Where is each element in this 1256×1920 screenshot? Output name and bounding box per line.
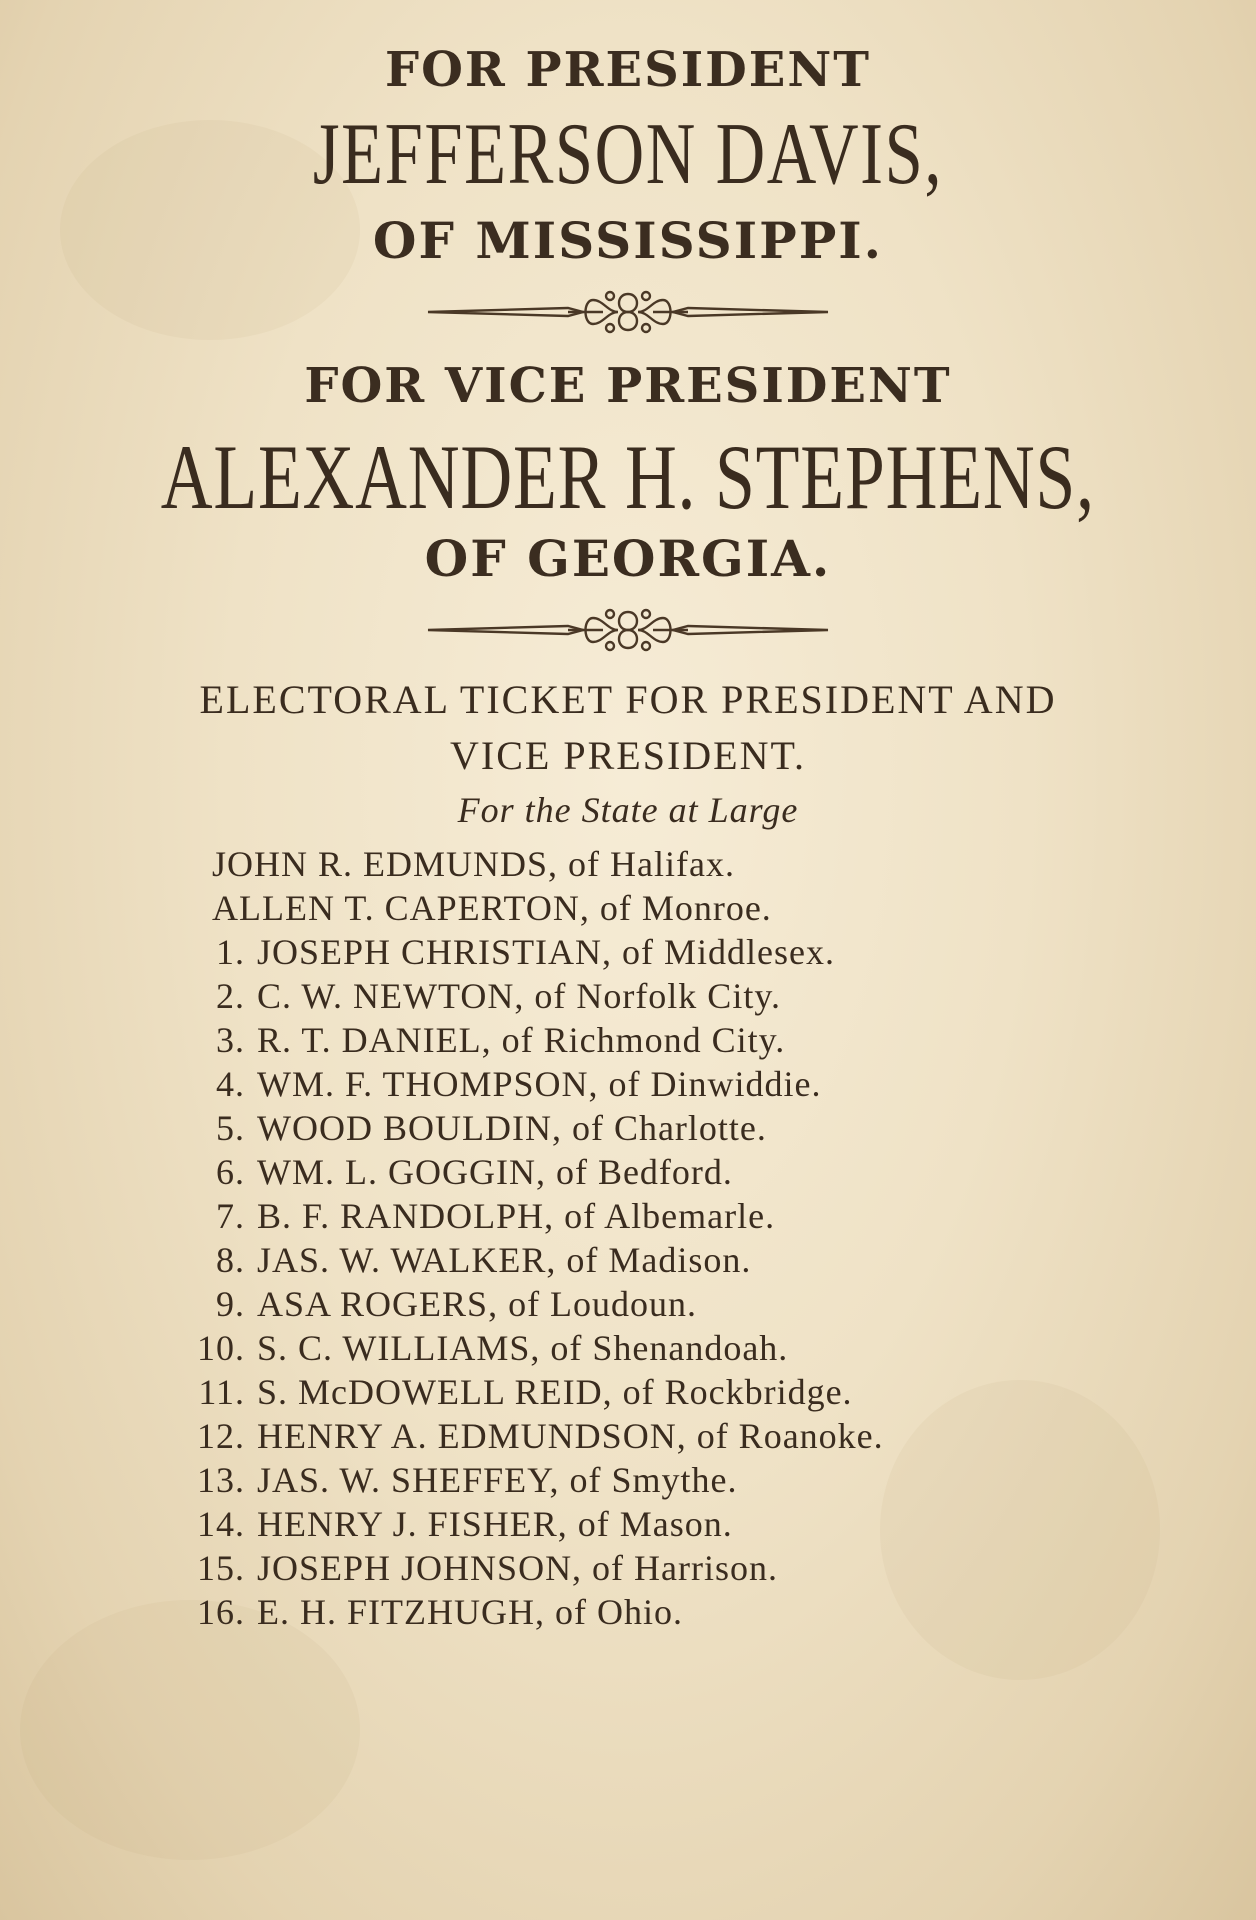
elector-name: B. F. RANDOLPH, of Albemarle.	[257, 1196, 776, 1236]
elector-number: 11.	[198, 1372, 245, 1412]
elector-number: 13.	[197, 1460, 245, 1500]
list-item	[160, 1590, 1160, 1634]
elector-number: 5.	[216, 1108, 245, 1148]
list-item	[160, 1018, 1160, 1062]
divider-flourish	[0, 604, 1256, 661]
list-item	[160, 1326, 1160, 1370]
elector-number: 15.	[197, 1548, 245, 1588]
elector-number: 6.	[216, 1152, 245, 1192]
list-item	[160, 1194, 1160, 1238]
elector-number: 12.	[197, 1416, 245, 1456]
elector-number: 4.	[216, 1064, 245, 1104]
elector-name: JAS. W. SHEFFEY, of Smythe.	[257, 1460, 738, 1500]
president-name: JEFFERSON DAVIS,	[312, 106, 944, 203]
list-item	[160, 1414, 1160, 1458]
elector-name: JAS. W. WALKER, of Madison.	[257, 1240, 752, 1280]
elector-name: E. H. FITZHUGH, of Ohio.	[257, 1592, 683, 1632]
elector-number: 16.	[197, 1592, 245, 1632]
elector-name: HENRY A. EDMUNDSON, of Roanoke.	[257, 1416, 884, 1456]
president-label: FOR PRESIDENT	[385, 42, 871, 98]
elector-number: 8.	[216, 1240, 245, 1280]
divider-flourish	[0, 286, 1256, 343]
vice-president-name-wrap	[0, 420, 1256, 534]
elector-name: C. W. NEWTON, of Norfolk City.	[257, 976, 781, 1016]
president-state: OF MISSISSIPPI.	[372, 211, 884, 270]
elector-name: S. C. WILLIAMS, of Shenandoah.	[257, 1328, 789, 1368]
elector-number: 1.	[216, 932, 245, 972]
elector-name: R. T. DANIEL, of Richmond City.	[257, 1020, 786, 1060]
elector-name: HENRY J. FISHER, of Mason.	[257, 1504, 733, 1544]
list-item	[160, 1238, 1160, 1282]
elector-name: WOOD BOULDIN, of Charlotte.	[257, 1108, 767, 1148]
elector-name: S. McDOWELL REID, of Rockbridge.	[257, 1372, 853, 1412]
ticket-title-line1: ELECTORAL TICKET FOR PRESIDENT AND	[199, 677, 1057, 722]
list-item	[160, 1546, 1160, 1590]
list-item	[160, 930, 1160, 974]
vice-president-label: FOR VICE PRESIDENT	[304, 358, 952, 414]
elector-number: 3.	[216, 1020, 245, 1060]
at-large-elector: ALLEN T. CAPERTON, of Monroe.	[212, 888, 772, 928]
list-item	[160, 1062, 1160, 1106]
list-item	[160, 1106, 1160, 1150]
elector-number: 10.	[197, 1328, 245, 1368]
elector-name: WM. L. GOGGIN, of Bedford.	[257, 1152, 733, 1192]
elector-number: 14.	[197, 1504, 245, 1544]
list-item	[160, 1458, 1160, 1502]
flourish-ornament-icon	[418, 286, 838, 338]
elector-name: ASA ROGERS, of Loudoun.	[257, 1284, 698, 1324]
paper-stain	[20, 1600, 360, 1860]
list-item	[160, 1370, 1160, 1414]
ticket-subtitle: For the State at Large	[457, 790, 799, 830]
elector-name: WM. F. THOMPSON, of Dinwiddie.	[257, 1064, 822, 1104]
list-item	[160, 1502, 1160, 1546]
elector-name: JOSEPH CHRISTIAN, of Middlesex.	[257, 932, 836, 972]
elector-name: JOSEPH JOHNSON, of Harrison.	[257, 1548, 779, 1588]
flourish-ornament-icon	[418, 604, 838, 656]
district-electors-list	[160, 930, 1160, 1634]
president-name-wrap	[0, 100, 1256, 210]
vice-president-name: ALEXANDER H. STEPHENS,	[160, 426, 1096, 528]
list-item	[160, 1282, 1160, 1326]
elector-number: 7.	[216, 1196, 245, 1236]
ticket-title-line2: VICE PRESIDENT.	[450, 733, 806, 778]
list-item	[160, 1150, 1160, 1194]
list-item	[160, 974, 1160, 1018]
vice-president-state: OF GEORGIA.	[424, 529, 832, 588]
at-large-elector: JOHN R. EDMUNDS, of Halifax.	[212, 844, 735, 884]
elector-number: 9.	[216, 1284, 245, 1324]
elector-number: 2.	[216, 976, 245, 1016]
